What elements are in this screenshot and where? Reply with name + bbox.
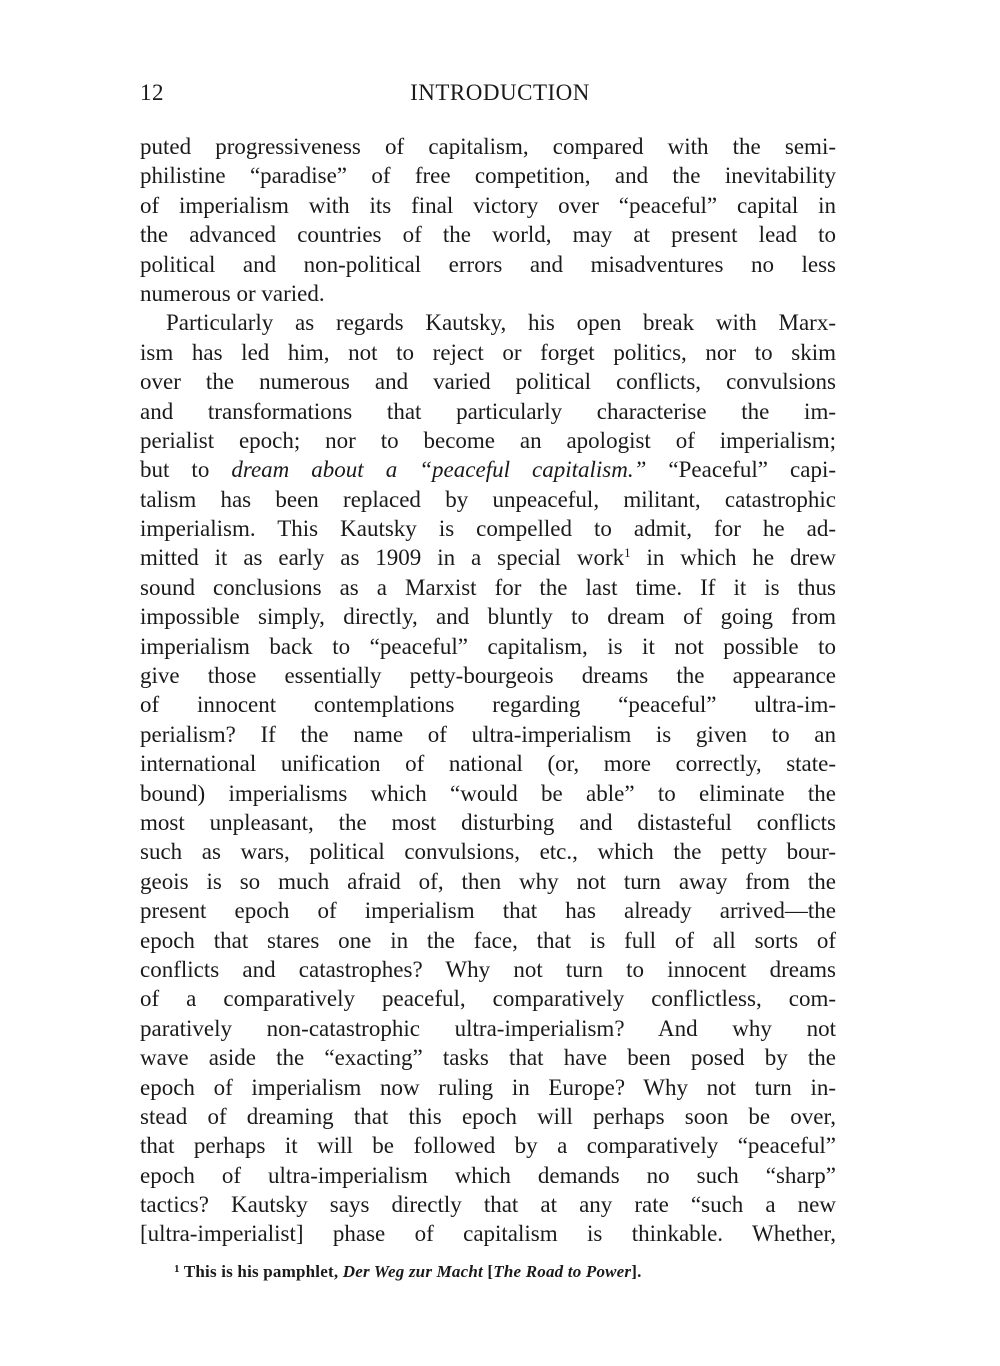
text-line xyxy=(140,132,836,161)
text-segment: political and non-political errors and misadventures no less xyxy=(140,251,836,277)
footnote-title-german: Der Weg zur Macht xyxy=(342,1262,483,1281)
text-line xyxy=(140,367,836,396)
text-segment: puted progressiveness of capitalism, compared with the semi- xyxy=(140,134,836,159)
text-line xyxy=(140,955,836,984)
text-line xyxy=(140,279,836,308)
text-line xyxy=(140,514,836,543)
footnote-title-english: The Road to Power xyxy=(493,1262,632,1281)
running-head: INTRODUCTION xyxy=(410,80,590,105)
text-segment: international unification of national (or, more correctly, state- xyxy=(140,751,836,777)
text-segment: of innocent contemplations regarding “peaceful” ultra-im- xyxy=(140,692,836,718)
text-segment: imperialism back to “peaceful” capitalism, is it not possible to xyxy=(140,633,836,659)
text-segment: philistine “paradise” of free competition, and the inevitability xyxy=(140,163,836,189)
text-line xyxy=(140,1014,836,1043)
footnote-text: ]. xyxy=(631,1262,642,1281)
text-segment: give those essentially petty-bourgeois dreams the appearance xyxy=(140,663,836,689)
text-line xyxy=(140,808,836,837)
text-line xyxy=(140,426,836,455)
page-number: 12 xyxy=(140,80,164,105)
text-segment: sound conclusions as a Marxist for the last time. If it is thus xyxy=(140,574,836,600)
text-line xyxy=(140,749,836,778)
text-line xyxy=(140,720,836,749)
text-segment: most unpleasant, the most disturbing and distasteful conflicts xyxy=(140,809,836,835)
text-line xyxy=(140,161,836,190)
text-segment: perialism? If the name of ultra-imperialism is given to an xyxy=(140,721,836,747)
text-segment: epoch of imperialism now ruling in Europe? Why not turn in- xyxy=(140,1074,836,1100)
text-segment: mitted it as early as 1909 in a special work xyxy=(140,545,625,571)
text-segment: [ultra-imperialist] phase of capitalism is thinkable. Whether, xyxy=(140,1221,836,1247)
text-segment: conflicts and catastrophes? Why not turn to innocent dreams xyxy=(140,956,836,982)
text-segment: stead of dreaming that this epoch will perhaps soon be over, xyxy=(140,1103,836,1129)
text-segment: ism has led him, not to reject or forget politics, nor to skim xyxy=(140,339,836,365)
text-line xyxy=(140,1073,836,1102)
text-line xyxy=(140,250,836,279)
text-segment: wave aside the “exacting” tasks that have been posed by the xyxy=(140,1045,836,1071)
text-line xyxy=(140,1190,836,1219)
text-line xyxy=(140,690,836,719)
text-line xyxy=(140,632,836,661)
text-segment: of imperialism with its final victory over “peaceful” capital in xyxy=(140,192,836,218)
text-segment: talism has been replaced by unpeaceful, militant, catastrophic xyxy=(140,486,836,512)
text-segment: perialist epoch; nor to become an apologist of imperialism; xyxy=(140,427,836,453)
text-line xyxy=(140,220,836,249)
text-segment: bound) imperialisms which “would be able” to eliminate the xyxy=(140,780,836,806)
text-line xyxy=(140,1161,836,1190)
text-line xyxy=(140,1043,836,1072)
text-segment: present epoch of imperialism that has already arrived—the xyxy=(140,898,836,924)
text-line xyxy=(140,867,836,896)
text-segment: of a comparatively peaceful, comparatively conflictless, com- xyxy=(140,986,836,1012)
text-segment: Particularly as regards Kautsky, his open break with Marx- xyxy=(166,310,836,336)
text-segment: paratively non-catastrophic ultra-imperialism? And why not xyxy=(140,1015,836,1041)
footnote-text: This is his pamphlet, xyxy=(183,1262,343,1281)
text-line xyxy=(140,543,836,572)
text-segment: that perhaps it will be followed by a comparatively “peaceful” xyxy=(140,1133,836,1159)
text-segment: and transformations that particularly characterise the im- xyxy=(140,398,836,424)
text-segment: epoch that stares one in the face, that is full of all sorts of xyxy=(140,927,836,953)
text-segment: imperialism. This Kautsky is compelled to admit, for he ad- xyxy=(140,516,836,542)
text-line xyxy=(140,837,836,866)
text-segment: over the numerous and varied political conflicts, convulsions xyxy=(140,369,836,395)
text-line xyxy=(140,926,836,955)
text-line xyxy=(140,573,836,602)
text-segment: but to xyxy=(140,457,232,483)
text-line xyxy=(140,191,836,220)
footnote-reference: 1 xyxy=(624,545,631,561)
text-line xyxy=(140,1102,836,1131)
text-segment: “Peaceful” capi- xyxy=(646,457,836,483)
text-segment: the advanced countries of the world, may at present lead to xyxy=(140,222,836,248)
text-segment: tactics? Kautsky says directly that at any rate “such a new xyxy=(140,1192,836,1218)
text-line xyxy=(140,1131,836,1160)
text-line xyxy=(140,896,836,925)
italic-text: dream about a “peaceful capitalism.” xyxy=(231,457,647,483)
text-line xyxy=(140,455,836,484)
text-segment: impossible simply, directly, and bluntly to dream of going from xyxy=(140,604,836,630)
text-line xyxy=(140,308,836,337)
text-segment: such as wars, political convulsions, etc., which the petty bour- xyxy=(140,839,836,865)
text-line xyxy=(140,485,836,514)
text-line xyxy=(140,602,836,631)
footnote xyxy=(174,1262,642,1282)
text-segment: in which he drew xyxy=(630,545,836,571)
text-line xyxy=(140,1219,836,1248)
footnote-text: [ xyxy=(482,1262,494,1281)
text-line xyxy=(140,661,836,690)
footnote-marker: 1 xyxy=(174,1263,180,1275)
text-segment: epoch of ultra-imperialism which demands no such “sharp” xyxy=(140,1162,836,1188)
text-line xyxy=(140,397,836,426)
body-text xyxy=(140,132,836,1249)
text-line xyxy=(140,779,836,808)
text-segment: geois is so much afraid of, then why not turn away from the xyxy=(140,868,836,894)
text-segment: numerous or varied. xyxy=(140,280,325,306)
text-line xyxy=(140,338,836,367)
text-line xyxy=(140,984,836,1013)
